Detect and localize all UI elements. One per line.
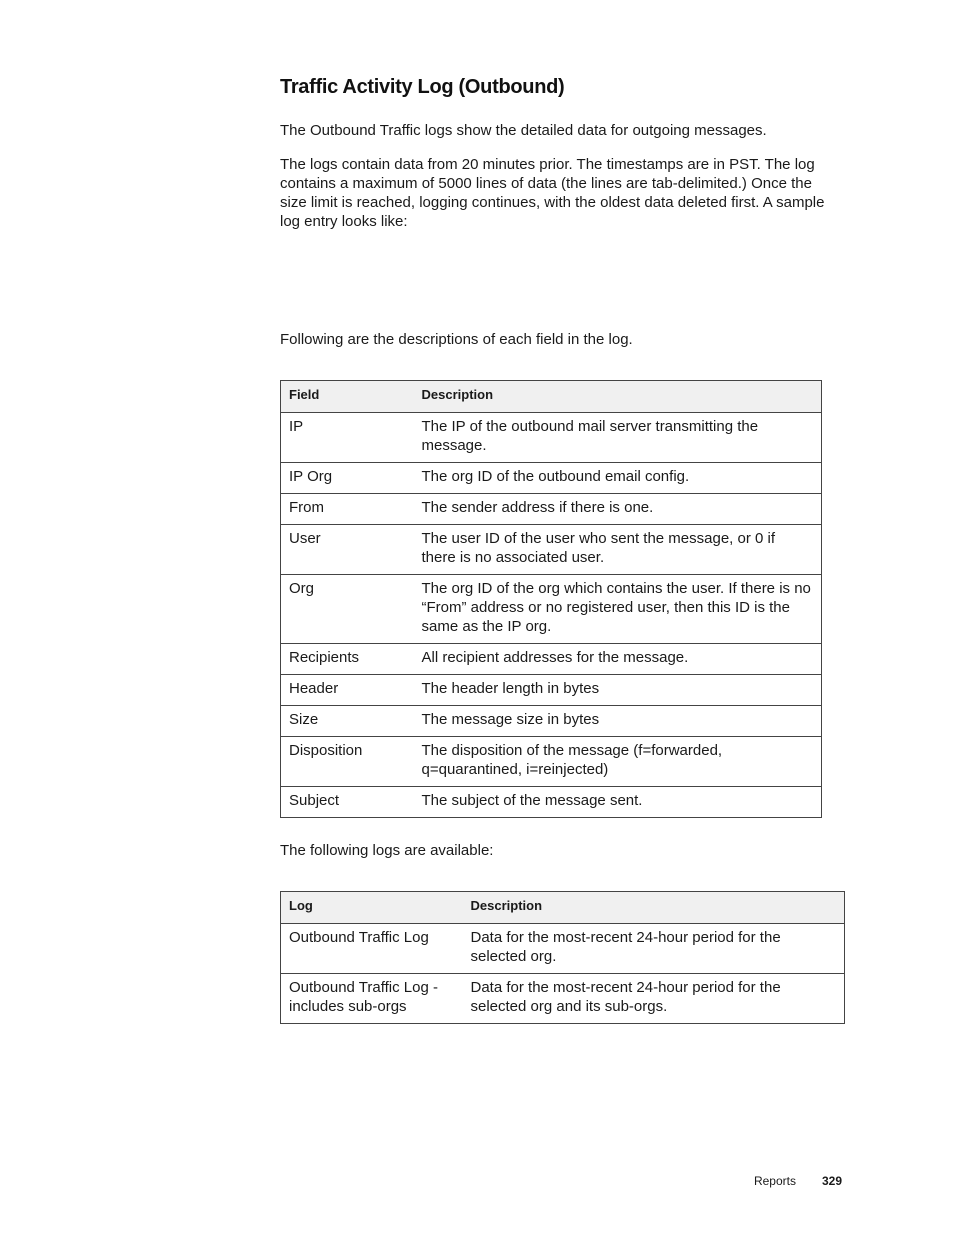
page-number: 329 — [821, 1174, 842, 1188]
field-name: Subject — [281, 787, 414, 818]
page-footer — [754, 1174, 842, 1188]
logs-intro-paragraph: The following logs are available: — [280, 842, 494, 859]
field-name: Disposition — [281, 737, 414, 787]
log-name: Outbound Traffic Log — [281, 924, 463, 974]
field-description: The subject of the message sent. — [414, 787, 822, 818]
field-name: From — [281, 494, 414, 525]
fields-table — [280, 380, 822, 818]
field-description: The disposition of the message (f=forwarded, q=quarantined, i=reinjected) — [414, 737, 822, 787]
table-row — [281, 463, 822, 494]
field-description: The org ID of the org which contains the user. If there is no “From” address or no registered user, then this ID is the same as the IP org. — [414, 575, 822, 644]
table-row — [281, 924, 845, 974]
field-name: IP — [281, 413, 414, 463]
field-name: Header — [281, 675, 414, 706]
table-row — [281, 706, 822, 737]
logs-table-header-row — [281, 892, 845, 924]
table-row — [281, 644, 822, 675]
footer-section-name: Reports — [753, 1174, 796, 1188]
field-description: All recipient addresses for the message. — [414, 644, 822, 675]
table-row — [281, 787, 822, 818]
field-description: The org ID of the outbound email config. — [414, 463, 822, 494]
table-row — [281, 575, 822, 644]
table-row — [281, 494, 822, 525]
table-row — [281, 737, 822, 787]
field-name: Size — [281, 706, 414, 737]
field-name: Org — [281, 575, 414, 644]
field-name: User — [281, 525, 414, 575]
page-heading: Traffic Activity Log (Outbound) — [280, 76, 565, 98]
field-description: The sender address if there is one. — [414, 494, 822, 525]
logs-header-log: Log — [281, 892, 463, 924]
field-description: The message size in bytes — [414, 706, 822, 737]
logs-header-description: Description — [463, 892, 845, 924]
fields-header-description: Description — [414, 381, 822, 413]
field-description: The IP of the outbound mail server transmitting the message. — [414, 413, 822, 463]
log-description: Data for the most-recent 24-hour period for the selected org. — [463, 924, 845, 974]
field-description: The header length in bytes — [414, 675, 822, 706]
fields-header-field: Field — [281, 381, 414, 413]
table-row — [281, 525, 822, 575]
fields-table-header-row — [281, 381, 822, 413]
field-description: The user ID of the user who sent the message, or 0 if there is no associated user. — [414, 525, 822, 575]
details-paragraph: The logs contain data from 20 minutes prior. The timestamps are in PST. The log contains a maximum of 5000 lines of data (the lines are tab-delimited.) Once the size limit is reached, logging continues, with the oldest data deleted first. A sample log entry looks like: — [280, 156, 825, 230]
logs-table — [280, 891, 845, 1024]
table-row — [281, 413, 822, 463]
field-name: Recipients — [281, 644, 414, 675]
log-description: Data for the most-recent 24-hour period for the selected org and its sub-orgs. — [463, 974, 845, 1024]
fields-intro-paragraph: Following are the descriptions of each field in the log. — [280, 331, 633, 348]
field-name: IP Org — [281, 463, 414, 494]
table-row — [281, 675, 822, 706]
table-row — [281, 974, 845, 1024]
log-name: Outbound Traffic Log - includes sub-orgs — [281, 974, 463, 1024]
intro-paragraph: The Outbound Traffic logs show the detailed data for outgoing messages. — [280, 122, 767, 139]
